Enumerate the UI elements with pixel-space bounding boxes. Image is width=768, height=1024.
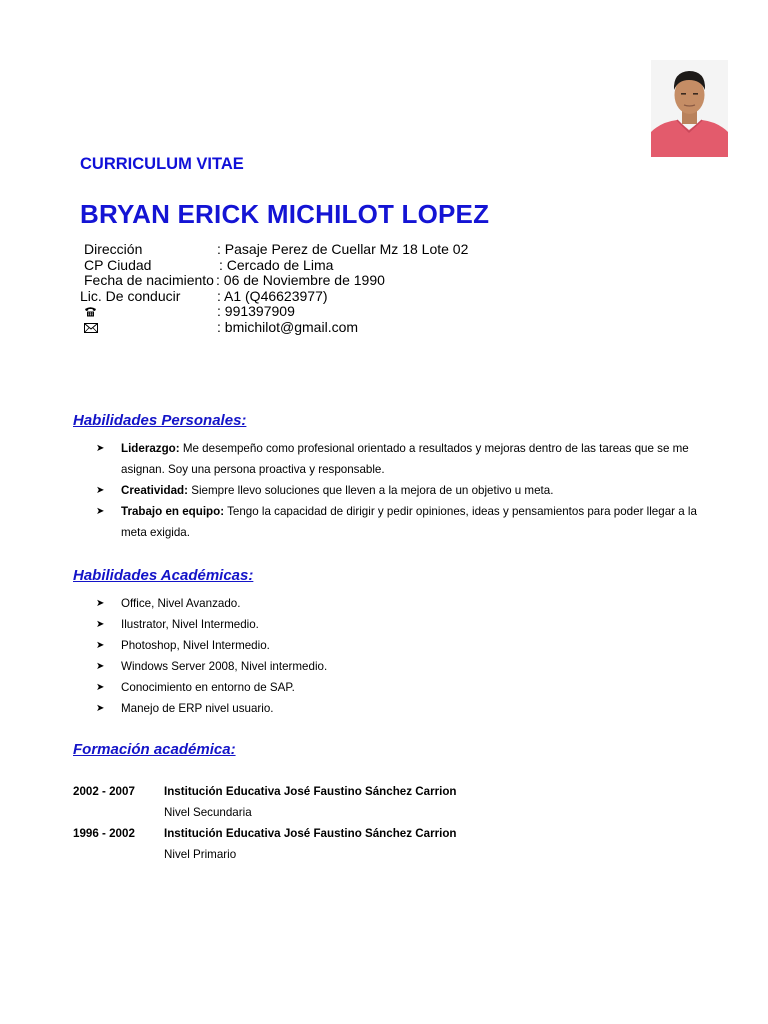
contact-label-city: CP Ciudad (84, 256, 152, 273)
list-item (96, 656, 716, 677)
arrow-bullet-icon: ➤ (96, 506, 105, 517)
profile-photo (651, 60, 728, 157)
skill-text: Siempre llevo soluciones que lleven a la mejora de un objetivo u meta. (188, 484, 554, 497)
academic-skills-list (96, 593, 716, 719)
contact-label-license: Lic. De conducir (80, 287, 181, 304)
contact-value-address: : Pasaje Perez de Cuellar Mz 18 Lote 02 (217, 241, 469, 257)
contact-label-address: Dirección (84, 241, 143, 257)
contact-value-email: : bmichilot@gmail.com (217, 318, 359, 335)
envelope-icon (84, 321, 98, 337)
contact-block (0, 242, 768, 342)
academic-skill-text: Manejo de ERP nivel usuario. (121, 702, 274, 715)
skill-text: Tengo la capacidad de dirigir y pedir opiniones, ideas y pensamientos para poder llegar a la meta exigida. (121, 505, 697, 539)
list-item (96, 438, 716, 480)
list-item (96, 501, 716, 543)
education-institution: Institución Educativa José Faustino Sánchez Carrion (164, 827, 457, 840)
arrow-bullet-icon: ➤ (96, 640, 105, 651)
education-years: 2002 - 2007 (73, 785, 135, 798)
education-institution: Institución Educativa José Faustino Sánchez Carrion (164, 785, 457, 798)
contact-label-birthdate: Fecha de nacimiento (84, 272, 214, 288)
personal-skills-title: Habilidades Personales: (73, 412, 247, 429)
academic-skill-text: Office, Nivel Avanzado. (121, 597, 241, 610)
education-level: Nivel Secundaria (164, 806, 252, 819)
list-item (96, 698, 716, 719)
arrow-bullet-icon: ➤ (96, 682, 105, 693)
arrow-bullet-icon: ➤ (96, 703, 105, 714)
cv-label: CURRICULUM VITAE (80, 155, 244, 173)
skill-term: Creatividad: (121, 484, 189, 497)
candidate-name: BRYAN ERICK MICHILOT LOPEZ (80, 199, 490, 229)
arrow-bullet-icon: ➤ (96, 661, 105, 672)
skill-term: Liderazgo: (121, 442, 180, 455)
list-item (96, 593, 716, 614)
list-item (96, 677, 716, 698)
personal-skills-list (96, 438, 716, 543)
academic-skill-text: Photoshop, Nivel Intermedio. (121, 639, 270, 652)
contact-value-phone: : 991397909 (217, 303, 295, 319)
skill-term: Trabajo en equipo: (121, 505, 225, 518)
arrow-bullet-icon: ➤ (96, 598, 105, 609)
academic-skill-text: Windows Server 2008, Nivel intermedio. (121, 660, 328, 673)
arrow-bullet-icon: ➤ (96, 485, 105, 496)
arrow-bullet-icon: ➤ (96, 619, 105, 630)
education-level: Nivel Primario (164, 848, 237, 861)
contact-value-birthdate: : 06 de Noviembre de 1990 (216, 272, 385, 288)
contact-value-license: : A1 (Q46623977) (217, 287, 328, 304)
list-item (96, 480, 716, 501)
academic-skills-title: Habilidades Académicas: (73, 567, 254, 584)
education-title: Formación académica: (73, 741, 236, 758)
academic-skill-text: Conocimiento en entorno de SAP. (121, 681, 295, 694)
contact-value-city: : Cercado de Lima (219, 256, 334, 273)
education-years: 1996 - 2002 (73, 827, 135, 840)
skill-text: Me desempeño como profesional orientado a resultados y mejoras dentro de las tareas que se me asignan. Soy una persona proactiva y responsable. (121, 442, 689, 476)
arrow-bullet-icon: ➤ (96, 443, 105, 454)
academic-skill-text: Ilustrator, Nivel Intermedio. (121, 618, 259, 631)
list-item (96, 614, 716, 635)
list-item (96, 635, 716, 656)
phone-icon (84, 305, 97, 321)
